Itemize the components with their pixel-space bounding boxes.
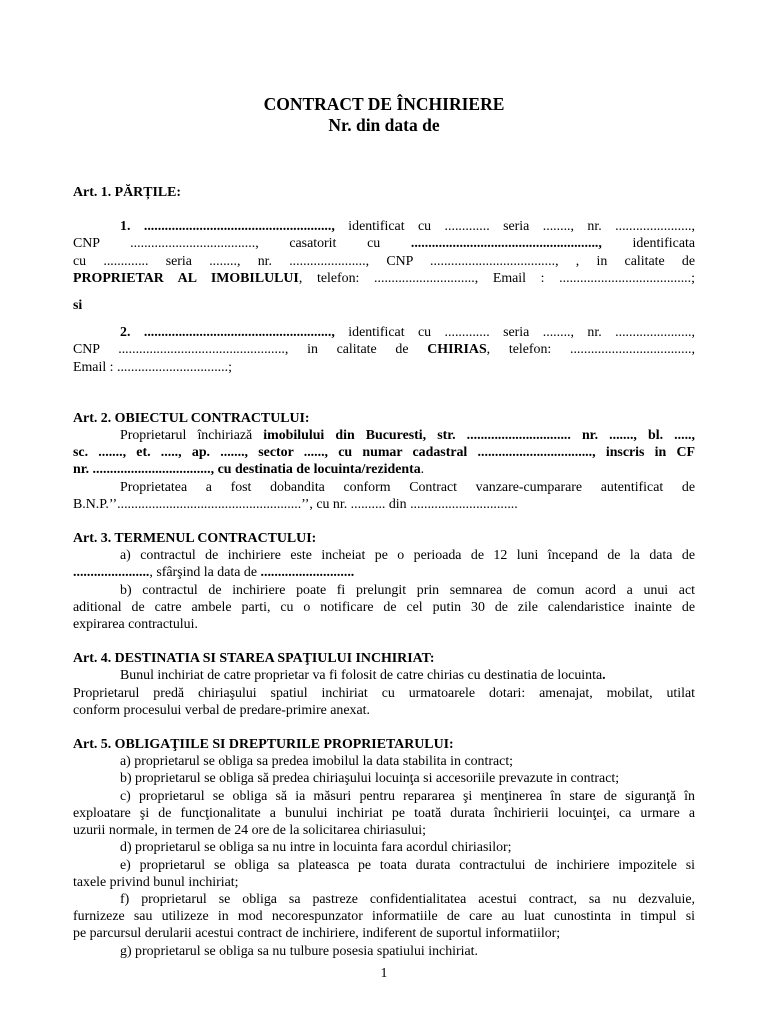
art1-party1-line3: cu ............. seria ........, nr. ......................, CNP ...................................., , in calitate de — [73, 253, 695, 269]
art4-line1: Bunul inchiriat de catre proprietar va fi folosit de catre chirias cu destinatia de locuinta. — [120, 668, 606, 684]
art4-line3: conform procesului verbal de predare-primire anexat. — [73, 702, 370, 718]
art3-b-line3: expirarea contractului. — [73, 617, 198, 633]
art2-line3 — [73, 461, 695, 478]
art5-c-line3: uzurii normale, in termen de 24 ore de la solicitarea chiriasului; — [73, 823, 426, 839]
art3-a-line1: a) contractul de inchiriere este incheiat pe o perioada de 12 luni începand de la data de — [120, 548, 695, 564]
property-destination-text: nr. .................................., cu destinatia de locuinta/rezidenta — [73, 462, 421, 478]
property-address-text: imobilului din Bucuresti, str. .............................. nr. ......., bl. ....., — [263, 428, 695, 444]
art4-heading: Art. 4. DESTINATIA SI STAREA SPAŢIULUI INCHIRIAT: — [73, 651, 435, 667]
art1-party2-line3: Email : ................................; — [73, 359, 232, 375]
art1-party1-line1 — [73, 218, 695, 235]
party1-contact-text: , telefon: ............................., Email : ......................................; — [298, 270, 695, 286]
page-number: 1 — [380, 966, 388, 981]
party1-id-text: identificat cu ............. seria ........, nr. ......................, — [334, 219, 695, 235]
party2-number: 2. ......................................................, — [120, 325, 335, 341]
and-conjunction: si — [73, 298, 83, 314]
art4-destination-text: Bunul inchiriat de catre proprietar va fi folosit de catre chirias cu destinatia de locuinta — [120, 668, 603, 684]
art2-line2: sc. ......., et. ....., ap. ......., sector ......, cu numar cadastral ................................., inscris in CF — [73, 445, 695, 461]
art5-g: g) proprietarul se obliga sa nu tulbure posesia spatiului inchiriat. — [120, 943, 478, 959]
contract-title: CONTRACT DE ÎNCHIRIERE — [263, 94, 505, 114]
art5-heading: Art. 5. OBLIGAŢIILE SI DREPTURILE PROPRIETARULUI: — [73, 737, 454, 753]
art5-c-line1: c) proprietarul se obliga să ia măsuri pentru repararea şi menţinerea în stare de siguranţă în — [120, 788, 695, 804]
party2-id-text: identificat cu ............. seria ........, nr. ......................, — [334, 325, 695, 341]
art2-line1 — [73, 427, 695, 444]
art5-e-line1: e) proprietarul se obliga sa plateasca pe toata durata contractului de inchiriere impozitele si — [120, 857, 695, 873]
art4-line2: Proprietarul predă chiriaşului spatiul inchiriat cu urmatoarele dotari: amenajat, mobilat, utilat — [73, 685, 695, 701]
party1-cnp-text: CNP ...................................., casatorit cu — [73, 236, 411, 252]
owner-role-label: PROPRIETAR AL IMOBILULUI — [73, 270, 299, 286]
art5-a: a) proprietarul se obliga sa predea imobilul la data stabilita in contract; — [120, 754, 514, 770]
art1-party2-line2 — [73, 341, 695, 358]
tenant-role-label: CHIRIAS — [427, 342, 487, 358]
art5-f-line1: f) proprietarul se obliga sa pastreze confidentialitatea acestui contract, sa nu dezvaluie, — [120, 891, 695, 907]
start-date-dots: ...................... — [73, 565, 150, 581]
art5-c-line2: exploatare şi de funcţionalitate a bunului inchiriat pe toată durata închirierii locuinţei, ca urmare a — [73, 805, 695, 821]
document-body — [73, 184, 695, 960]
party1-number: 1. ......................................................, — [120, 219, 335, 235]
party1-spouse-dots: ......................................................, — [410, 236, 602, 252]
art3-heading: Art. 3. TERMENUL CONTRACTULUI: — [73, 531, 317, 547]
art5-e-line2: taxele privind bunul inchiriat; — [73, 874, 239, 890]
art5-f-line3: pe parcursul derularii acestui contract de inchiriere, indiferent de suportul informatiilor; — [73, 926, 561, 942]
art5-b: b) proprietarul se obliga să predea chiriaşului locuinţa si accesoriile prevazute in contract; — [120, 771, 620, 787]
art5-d: d) proprietarul se obliga sa nu intre in locuinta fara acordul chiriasilor; — [120, 840, 512, 856]
art1-party1-line2 — [73, 235, 695, 252]
end-date-dots: ........................... — [260, 565, 355, 581]
art1-heading: Art. 1. PĂRȚILE: — [73, 185, 182, 200]
art1-party2-line1 — [73, 324, 695, 341]
contract-number-line: Nr. din data de — [328, 115, 440, 135]
art2-owner-rents-text: Proprietarul închiriază — [120, 428, 264, 444]
party2-cnp-text: CNP ................................................, in calitate de — [73, 342, 428, 358]
art3-b-line2: aditional de catre ambele parti, cu o notificare de cel putin 30 de zile calendaristice inainte de — [73, 599, 695, 615]
art1-party1-line4 — [73, 270, 695, 287]
art3-a-line2 — [73, 564, 695, 581]
end-date-text: , sfârşind la data de — [149, 565, 261, 581]
art2-heading: Art. 2. OBIECTUL CONTRACTULUI: — [73, 410, 310, 426]
art3-b-line1: b) contractul de inchiriere poate fi prelungit prin semnarea de comun acord a unui act — [120, 582, 695, 598]
art2-line5: B.N.P.’’.....................................................’’, cu nr. .......... din ............................... — [73, 496, 518, 512]
party2-phone-text: , telefon: ..................................., — [486, 342, 696, 358]
party1-identified-text: identificata — [601, 236, 696, 252]
art2-period: . — [420, 462, 425, 478]
art2-line4: Proprietatea a fost dobandita conform Contract vanzare-cumparare autentificat de — [120, 479, 695, 495]
art5-f-line2: furnizeze sau utilizeze in mod necorespunzator informatiile de care au luat cunostinta in timpul si — [73, 909, 695, 925]
